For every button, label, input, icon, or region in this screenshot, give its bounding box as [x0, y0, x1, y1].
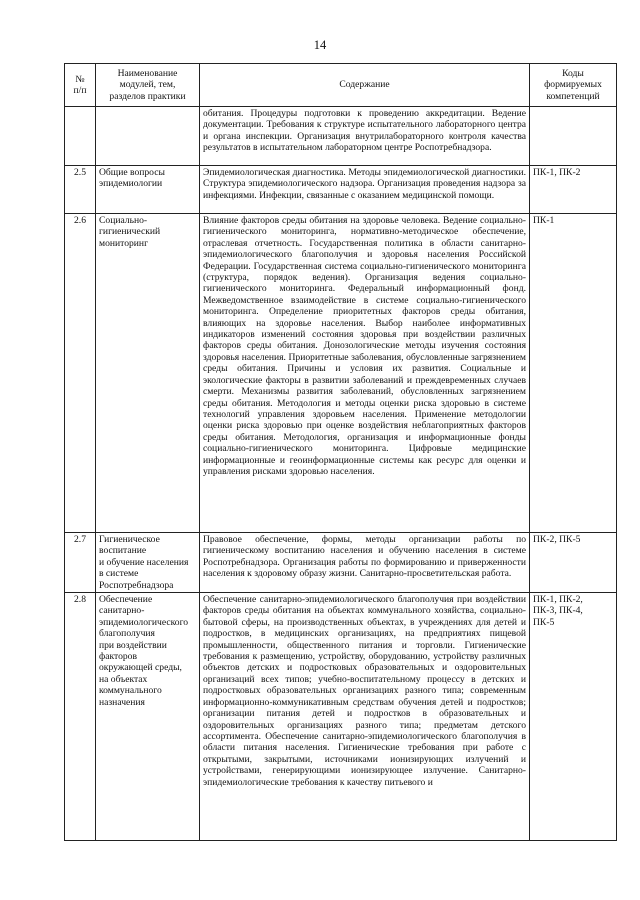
header-modules: Наименование модулей, тем, разделов практики [96, 64, 200, 107]
header-codes: Коды формируемых компетенций [530, 64, 617, 107]
table-header-row [65, 64, 617, 107]
header-content: Содержание [200, 64, 530, 107]
row-number: 2.8 [65, 593, 96, 841]
competency-codes: ПК-1 [530, 214, 617, 533]
row-number [65, 107, 96, 166]
table-row [65, 107, 617, 166]
row-number: 2.5 [65, 166, 96, 214]
competency-codes: ПК-1, ПК-2 [530, 166, 617, 214]
module-name: Социально- гигиенический мониторинг [96, 214, 200, 533]
page-number: 14 [313, 38, 327, 52]
row-content: Влияние факторов среды обитания на здоровье человека. Ведение социально-гигиенического мониторинга, нормативно-методическое обеспечение, отраслевая отчетность. Государственная политика в области санитарно-эпидемиологического благополучия и здоровья населения Российской Федерации. Государственная система социально-гигиенического мониторинга (структура, порядок ведения). Организация ведения социально-гигиенического мониторинга. Федеральный информационный фонд. Межведомственное взаимодействие в системе социально-гигиенического мониторинга. Определение приоритетных факторов среды обитания, влияющих на здоровье населения. Выбор наиболее информативных индикаторов изменений состояния здоровья при воздействии различных факторов среды обитания. Донозологические методы изучения состояния здоровья населения. Приоритетные заболевания, обусловленные загрязнением среды обитания. Причины и условия их развития. Социальные и экологические факторы в развитии заболеваний и преждевременных случаев смерти. Механизмы развития заболеваний, обусловленных загрязнением среды обитания. Методология и методы оценки риска здоровью в системе технологий управления здоровьем населения. Применение методологии оценки риска здоровью при оценке воздействия неблагоприятных факторов среды обитания. Методология, организация и информационные фонды социально-гигиенического мониторинга. Цифровые медицинские информационные и геоинформационные системы как ресурс для оценки и управления рисками здоровью населения. [200, 214, 530, 533]
competency-codes [530, 107, 617, 166]
row-content: Правовое обеспечение, формы, методы организации работы по гигиеническому воспитанию населения и обучению населения в системе Роспотребнадзора. Организация работы по формированию и приверженности населения к здоровому образу жизни. Санитарно-просветительская работа. [200, 533, 530, 593]
table-row [65, 166, 617, 214]
row-content: обитания. Процедуры подготовки к проведению аккредитации. Ведение документации. Требования к структуре испытательного лабораторного центра и органа инспекции. Организация внутрилабораторного контроля качества результатов в испытательном лабораторном центре Роспотребнадзора. [200, 107, 530, 166]
table-row [65, 214, 617, 533]
module-name [96, 107, 200, 166]
module-name: Гигиеническое воспитание и обучение населения в системе Роспотребнадзора [96, 533, 200, 593]
table-row [65, 593, 617, 841]
competency-codes: ПК-1, ПК-2, ПК-3, ПК-4, ПК-5 [530, 593, 617, 841]
row-number: 2.7 [65, 533, 96, 593]
competency-codes: ПК-2, ПК-5 [530, 533, 617, 593]
row-content: Эпидемиологическая диагностика. Методы эпидемиологической диагностики. Структура эпидемиологического надзора. Организация проведения надзора за инфекциями. Инфекции, связанные с оказанием медицинской помощи. [200, 166, 530, 214]
row-number: 2.6 [65, 214, 96, 533]
module-name: Общие вопросы эпидемиологии [96, 166, 200, 214]
table-row [65, 533, 617, 593]
row-content: Обеспечение санитарно-эпидемиологического благополучия при воздействии факторов среды обитания на объектах коммунального хозяйства, социально-бытовой сферы, на производственных объектах, в учреждениях для детей и подростков, в медицинских организациях, на предприятиях пищевой промышленности, общественного питания и торговли. Гигиенические требования к размещению, устройству, оборудованию, устройству различных объектов детских и подростковых образовательных и оздоровительных организаций всех типов; учебно-воспитательному процессу в детских и подростковых образовательных организациях разного типа; современным информационно-коммуникативным средствам обучения детей и подростков; организации питания детей и подростков в образовательных и оздоровительных организациях разного типа; предметам детского ассортимента. Обеспечение санитарно-эпидемиологического благополучия в области питания населения. Гигиенические требования при работе с открытыми, закрытыми, источниками ионизирующих излучений и устройствами, генерирующими ионизирующее излучение. Санитарно-эпидемиологические требования к качеству питьевого и [200, 593, 530, 841]
module-name: Обеспечение санитарно- эпидемиологического благополучия при воздействии факторов окружающей среды, на объектах коммунального назначения [96, 593, 200, 841]
header-number: № п/п [65, 64, 96, 107]
curriculum-table [64, 63, 617, 841]
